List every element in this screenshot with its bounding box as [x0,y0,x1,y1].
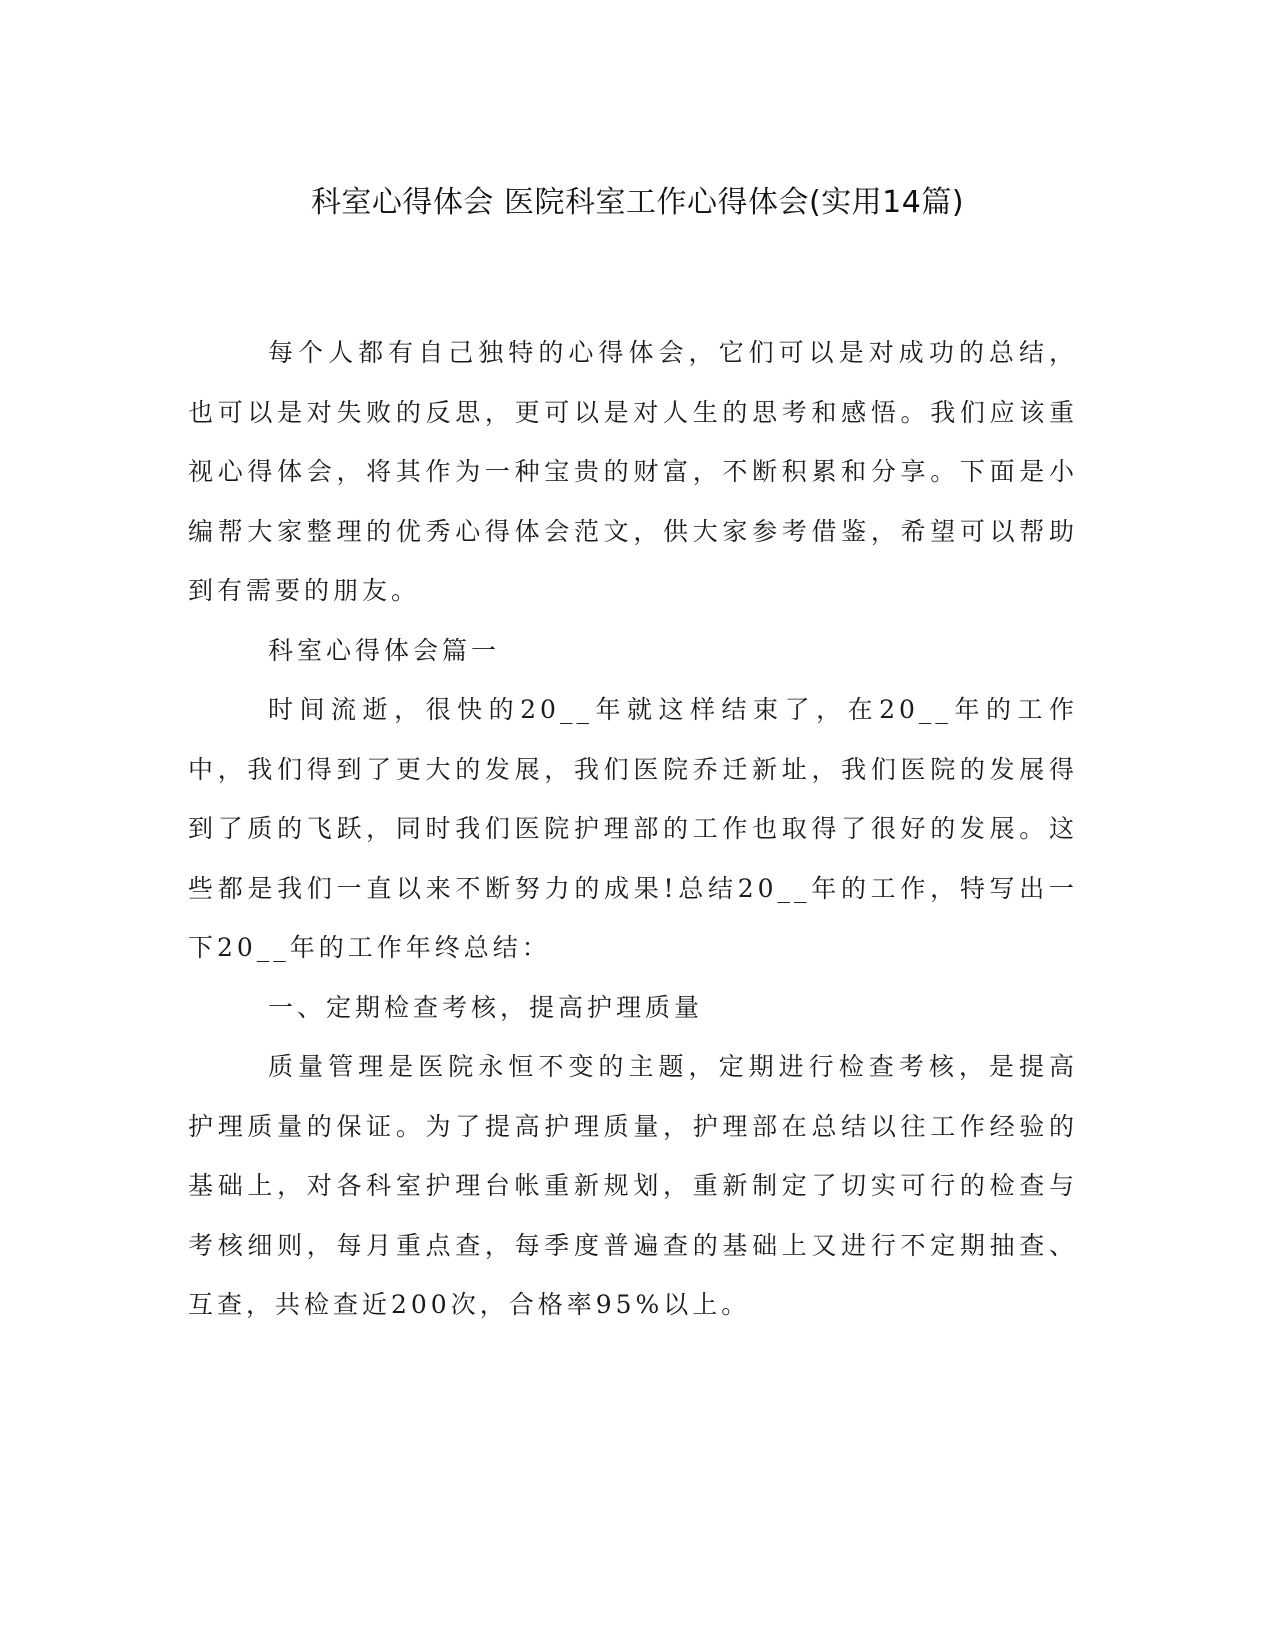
document-body [188,323,1078,1335]
body-paragraph-2: 质量管理是医院永恒不变的主题，定期进行检查考核，是提高护理质量的保证。为了提高护理质量，护理部在总结以往工作经验的基础上，对各科室护理台帐重新规划，重新制定了切实可行的检查与考核细则，每月重点查，每季度普遍查的基础上又进行不定期抽查、互查，共检查近200次，合格率95%以上。 [188,1052,1078,1319]
body-paragraph-1: 时间流逝，很快的20__年就这样结束了，在20__年的工作中，我们得到了更大的发展，我们医院乔迁新址，我们医院的发展得到了质的飞跃，同时我们医院护理部的工作也取得了很好的发展。这些都是我们一直以来不断努力的成果!总结20__年的工作，特写出一下20__年的工作年终总结： [188,695,1078,962]
intro-paragraph: 每个人都有自己独特的心得体会，它们可以是对成功的总结，也可以是对失败的反思，更可以是对人生的思考和感悟。我们应该重视心得体会，将其作为一种宝贵的财富，不断积累和分享。下面是小编帮大家整理的优秀心得体会范文，供大家参考借鉴，希望可以帮助到有需要的朋友。 [188,338,1078,605]
section-title: 科室心得体会篇一 [268,635,501,665]
section-heading-1: 一、定期检查考核，提高护理质量 [268,992,704,1022]
document-title: 科室心得体会 医院科室工作心得体会(实用14篇) [310,185,965,220]
